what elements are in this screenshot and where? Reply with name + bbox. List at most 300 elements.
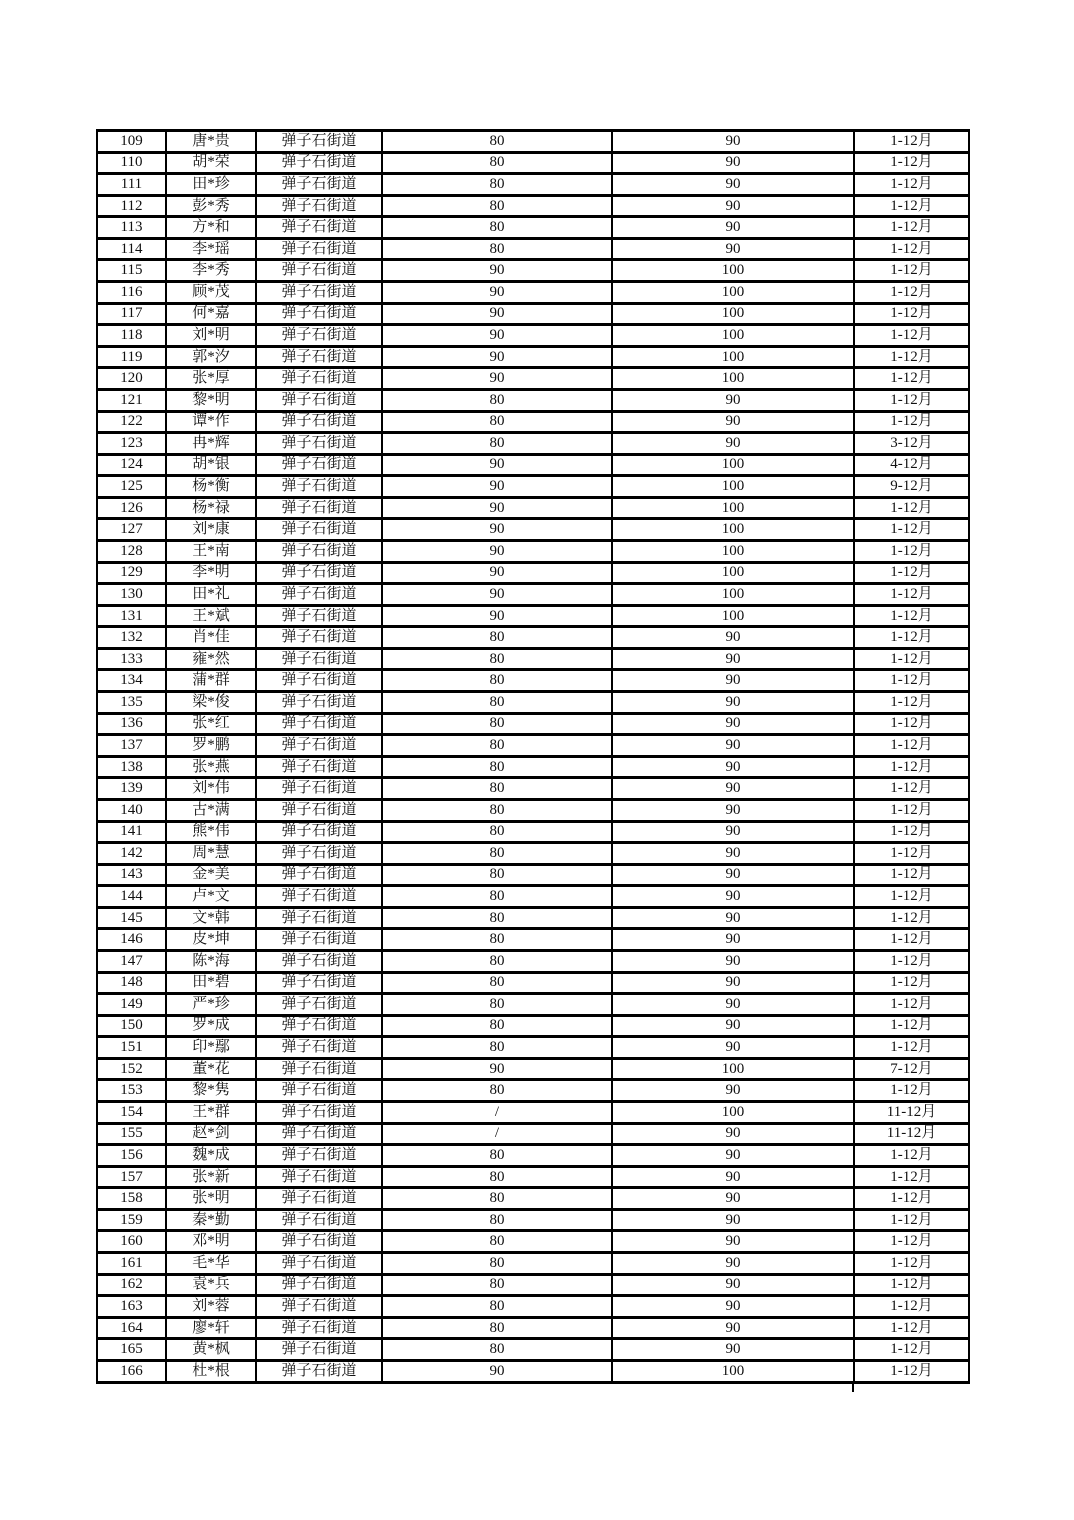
cell-street: 弹子石街道: [256, 670, 382, 692]
cell-score-1: 90: [382, 454, 612, 476]
cell-row-number: 115: [97, 260, 166, 282]
cell-row-number: 113: [97, 217, 166, 239]
cell-months: 1-12月: [854, 389, 969, 411]
cell-name: 邓*明: [166, 1231, 256, 1253]
cell-score-2: 90: [612, 821, 854, 843]
cell-row-number: 163: [97, 1296, 166, 1318]
cell-row-number: 121: [97, 389, 166, 411]
cell-street: 弹子石街道: [256, 389, 382, 411]
cell-months: 1-12月: [854, 670, 969, 692]
cell-score-2: 90: [612, 1317, 854, 1339]
cell-name: 皮*坤: [166, 929, 256, 951]
cell-months: 1-12月: [854, 994, 969, 1016]
cell-street: 弹子石街道: [256, 864, 382, 886]
cell-street: 弹子石街道: [256, 368, 382, 390]
cell-name: 郭*汐: [166, 346, 256, 368]
table-row: [97, 1188, 969, 1210]
cell-row-number: 128: [97, 540, 166, 562]
cell-name: 金*美: [166, 864, 256, 886]
cell-months: 1-12月: [854, 756, 969, 778]
cell-row-number: 164: [97, 1317, 166, 1339]
cell-street: 弹子石街道: [256, 411, 382, 433]
cell-row-number: 152: [97, 1058, 166, 1080]
cell-score-2: 90: [612, 389, 854, 411]
cell-score-2: 90: [612, 1339, 854, 1361]
cell-name: 顾*茂: [166, 282, 256, 304]
cell-name: 刘*伟: [166, 778, 256, 800]
table-row: [97, 303, 969, 325]
cell-row-number: 165: [97, 1339, 166, 1361]
cell-score-2: 90: [612, 692, 854, 714]
table-row: [97, 433, 969, 455]
cell-name: 熊*伟: [166, 821, 256, 843]
cell-score-1: 80: [382, 1274, 612, 1296]
table-row: [97, 1209, 969, 1231]
cell-row-number: 137: [97, 735, 166, 757]
table-row: [97, 368, 969, 390]
table-row: [97, 217, 969, 239]
cell-name: 古*满: [166, 799, 256, 821]
cell-months: 11-12月: [854, 1102, 969, 1124]
cell-months: 1-12月: [854, 152, 969, 174]
cell-name: 刘*康: [166, 519, 256, 541]
cell-score-2: 90: [612, 864, 854, 886]
cell-row-number: 156: [97, 1145, 166, 1167]
table-row: [97, 864, 969, 886]
cell-row-number: 114: [97, 238, 166, 260]
cell-name: 田*珍: [166, 174, 256, 196]
cell-score-1: 80: [382, 411, 612, 433]
cell-score-1: 80: [382, 648, 612, 670]
cell-row-number: 129: [97, 562, 166, 584]
cell-score-1: 80: [382, 886, 612, 908]
cell-score-2: 90: [612, 994, 854, 1016]
table-row: [97, 325, 969, 347]
cell-row-number: 133: [97, 648, 166, 670]
cell-street: 弹子石街道: [256, 994, 382, 1016]
cell-score-1: 80: [382, 1188, 612, 1210]
table-row: [97, 1296, 969, 1318]
cell-street: 弹子石街道: [256, 972, 382, 994]
cell-months: 1-12月: [854, 1166, 969, 1188]
roster-table-body: [97, 131, 969, 1383]
cell-row-number: 126: [97, 497, 166, 519]
cell-name: 谭*作: [166, 411, 256, 433]
table-row: [97, 778, 969, 800]
cell-months: 1-12月: [854, 584, 969, 606]
cell-months: 1-12月: [854, 1037, 969, 1059]
cell-score-1: 80: [382, 972, 612, 994]
cell-street: 弹子石街道: [256, 131, 382, 153]
cell-score-1: 80: [382, 152, 612, 174]
table-row: [97, 131, 969, 153]
cell-months: 1-12月: [854, 821, 969, 843]
cell-score-2: 90: [612, 756, 854, 778]
cell-score-2: 100: [612, 584, 854, 606]
cell-street: 弹子石街道: [256, 735, 382, 757]
cell-score-2: 90: [612, 131, 854, 153]
cell-months: 1-12月: [854, 1188, 969, 1210]
cell-row-number: 109: [97, 131, 166, 153]
table-row: [97, 1080, 969, 1102]
cell-name: 刘*明: [166, 325, 256, 347]
cell-row-number: 122: [97, 411, 166, 433]
cell-row-number: 141: [97, 821, 166, 843]
cell-score-1: 80: [382, 1037, 612, 1059]
cell-street: 弹子石街道: [256, 238, 382, 260]
cell-street: 弹子石街道: [256, 174, 382, 196]
cell-row-number: 158: [97, 1188, 166, 1210]
cell-months: 1-12月: [854, 1145, 969, 1167]
cell-months: 1-12月: [854, 627, 969, 649]
table-row: [97, 972, 969, 994]
cell-months: 1-12月: [854, 1296, 969, 1318]
cell-months: 7-12月: [854, 1058, 969, 1080]
cell-name: 卢*文: [166, 886, 256, 908]
cell-row-number: 147: [97, 950, 166, 972]
cell-street: 弹子石街道: [256, 627, 382, 649]
cell-street: 弹子石街道: [256, 1058, 382, 1080]
cell-score-2: 90: [612, 1188, 854, 1210]
cell-score-1: 80: [382, 1145, 612, 1167]
cell-score-1: 90: [382, 497, 612, 519]
cell-months: 1-12月: [854, 950, 969, 972]
cell-name: 杜*根: [166, 1360, 256, 1382]
cell-score-1: 80: [382, 389, 612, 411]
cell-name: 杨*禄: [166, 497, 256, 519]
cell-row-number: 157: [97, 1166, 166, 1188]
cell-months: 4-12月: [854, 454, 969, 476]
cell-score-2: 100: [612, 346, 854, 368]
cell-score-1: 80: [382, 907, 612, 929]
cell-score-2: 90: [612, 238, 854, 260]
cell-score-1: /: [382, 1102, 612, 1124]
cell-street: 弹子石街道: [256, 821, 382, 843]
cell-row-number: 155: [97, 1123, 166, 1145]
cell-months: 1-12月: [854, 1231, 969, 1253]
cell-row-number: 140: [97, 799, 166, 821]
cell-street: 弹子石街道: [256, 907, 382, 929]
cell-row-number: 112: [97, 195, 166, 217]
cell-score-1: 90: [382, 303, 612, 325]
cell-row-number: 130: [97, 584, 166, 606]
cell-street: 弹子石街道: [256, 282, 382, 304]
cell-score-2: 90: [612, 1166, 854, 1188]
table-row: [97, 1102, 969, 1124]
cell-street: 弹子石街道: [256, 799, 382, 821]
cell-row-number: 148: [97, 972, 166, 994]
cell-street: 弹子石街道: [256, 1123, 382, 1145]
cell-street: 弹子石街道: [256, 886, 382, 908]
cell-score-2: 100: [612, 1102, 854, 1124]
cell-row-number: 136: [97, 713, 166, 735]
cell-score-1: 80: [382, 994, 612, 1016]
cell-score-1: 80: [382, 1166, 612, 1188]
cell-score-2: 100: [612, 1360, 854, 1382]
cell-score-1: 80: [382, 864, 612, 886]
cell-name: 文*韩: [166, 907, 256, 929]
cell-score-1: 80: [382, 217, 612, 239]
table-row: [97, 1253, 969, 1275]
cell-months: 1-12月: [854, 1274, 969, 1296]
cell-row-number: 119: [97, 346, 166, 368]
cell-row-number: 153: [97, 1080, 166, 1102]
cell-months: 1-12月: [854, 907, 969, 929]
table-row: [97, 411, 969, 433]
cell-street: 弹子石街道: [256, 1080, 382, 1102]
cell-score-1: 80: [382, 843, 612, 865]
table-row: [97, 907, 969, 929]
cell-months: 1-12月: [854, 325, 969, 347]
cell-name: 唐*贵: [166, 131, 256, 153]
cell-score-2: 100: [612, 540, 854, 562]
table-row: [97, 260, 969, 282]
cell-score-1: 90: [382, 260, 612, 282]
cell-score-2: 90: [612, 1274, 854, 1296]
cell-street: 弹子石街道: [256, 1037, 382, 1059]
table-row: [97, 562, 969, 584]
cell-score-2: 90: [612, 1231, 854, 1253]
cell-row-number: 139: [97, 778, 166, 800]
cell-name: 魏*成: [166, 1145, 256, 1167]
table-row: [97, 605, 969, 627]
cell-row-number: 111: [97, 174, 166, 196]
cell-name: 毛*华: [166, 1253, 256, 1275]
table-row: [97, 1274, 969, 1296]
cell-row-number: 160: [97, 1231, 166, 1253]
cell-street: 弹子石街道: [256, 476, 382, 498]
cell-score-1: 80: [382, 778, 612, 800]
cell-months: 1-12月: [854, 929, 969, 951]
cell-score-2: 100: [612, 497, 854, 519]
table-row: [97, 1037, 969, 1059]
cell-months: 1-12月: [854, 692, 969, 714]
cell-name: 蒲*群: [166, 670, 256, 692]
cell-name: 黎*隽: [166, 1080, 256, 1102]
cell-name: 张*厚: [166, 368, 256, 390]
cell-street: 弹子石街道: [256, 346, 382, 368]
cell-months: 1-12月: [854, 497, 969, 519]
cell-street: 弹子石街道: [256, 497, 382, 519]
cell-score-2: 90: [612, 735, 854, 757]
cell-street: 弹子石街道: [256, 1209, 382, 1231]
cell-months: 1-12月: [854, 735, 969, 757]
table-row: [97, 799, 969, 821]
cell-score-1: 90: [382, 1058, 612, 1080]
table-row: [97, 1145, 969, 1167]
cell-score-1: 80: [382, 131, 612, 153]
cell-street: 弹子石街道: [256, 433, 382, 455]
cell-score-2: 90: [612, 907, 854, 929]
cell-months: 1-12月: [854, 799, 969, 821]
cell-score-2: 90: [612, 195, 854, 217]
table-row: [97, 152, 969, 174]
cell-row-number: 138: [97, 756, 166, 778]
cell-months: 1-12月: [854, 1253, 969, 1275]
cell-months: 1-12月: [854, 1360, 969, 1382]
cell-months: 1-12月: [854, 1209, 969, 1231]
cell-months: 1-12月: [854, 648, 969, 670]
table-row: [97, 454, 969, 476]
cell-months: 1-12月: [854, 282, 969, 304]
cell-row-number: 150: [97, 1015, 166, 1037]
cell-row-number: 124: [97, 454, 166, 476]
cell-months: 1-12月: [854, 540, 969, 562]
table-row: [97, 994, 969, 1016]
cell-score-2: 90: [612, 174, 854, 196]
table-row: [97, 1015, 969, 1037]
cell-name: 袁*兵: [166, 1274, 256, 1296]
table-row: [97, 929, 969, 951]
table-row: [97, 174, 969, 196]
cell-row-number: 118: [97, 325, 166, 347]
cell-months: 1-12月: [854, 843, 969, 865]
cell-name: 冉*辉: [166, 433, 256, 455]
page-cut-border-artifact: [852, 1384, 854, 1392]
cell-name: 李*秀: [166, 260, 256, 282]
cell-score-2: 100: [612, 282, 854, 304]
table-row: [97, 950, 969, 972]
cell-street: 弹子石街道: [256, 152, 382, 174]
cell-score-1: 80: [382, 1317, 612, 1339]
cell-row-number: 144: [97, 886, 166, 908]
cell-score-2: 90: [612, 713, 854, 735]
cell-months: 1-12月: [854, 886, 969, 908]
cell-months: 1-12月: [854, 411, 969, 433]
cell-score-2: 90: [612, 627, 854, 649]
cell-street: 弹子石街道: [256, 1339, 382, 1361]
table-row: [97, 1339, 969, 1361]
roster-table: [96, 129, 970, 1384]
cell-months: 1-12月: [854, 217, 969, 239]
cell-score-1: 80: [382, 929, 612, 951]
cell-name: 周*慧: [166, 843, 256, 865]
cell-score-2: 100: [612, 605, 854, 627]
cell-score-1: 80: [382, 692, 612, 714]
cell-name: 董*花: [166, 1058, 256, 1080]
cell-street: 弹子石街道: [256, 195, 382, 217]
cell-name: 陈*海: [166, 950, 256, 972]
cell-row-number: 149: [97, 994, 166, 1016]
cell-row-number: 134: [97, 670, 166, 692]
cell-name: 王*斌: [166, 605, 256, 627]
cell-name: 胡*荣: [166, 152, 256, 174]
cell-score-1: 90: [382, 519, 612, 541]
cell-score-1: 80: [382, 1209, 612, 1231]
cell-months: 9-12月: [854, 476, 969, 498]
cell-months: 1-12月: [854, 1317, 969, 1339]
cell-score-2: 90: [612, 1253, 854, 1275]
cell-row-number: 125: [97, 476, 166, 498]
cell-street: 弹子石街道: [256, 1360, 382, 1382]
cell-score-1: 80: [382, 950, 612, 972]
cell-name: 严*珍: [166, 994, 256, 1016]
cell-row-number: 135: [97, 692, 166, 714]
cell-name: 胡*银: [166, 454, 256, 476]
cell-score-2: 90: [612, 1037, 854, 1059]
cell-name: 李*瑶: [166, 238, 256, 260]
cell-score-1: 90: [382, 476, 612, 498]
cell-score-1: 90: [382, 346, 612, 368]
cell-score-1: 90: [382, 368, 612, 390]
cell-name: 印*鄢: [166, 1037, 256, 1059]
cell-row-number: 131: [97, 605, 166, 627]
cell-street: 弹子石街道: [256, 1317, 382, 1339]
cell-street: 弹子石街道: [256, 648, 382, 670]
cell-name: 刘*蓉: [166, 1296, 256, 1318]
table-row: [97, 238, 969, 260]
cell-score-1: 80: [382, 238, 612, 260]
cell-score-1: 90: [382, 325, 612, 347]
cell-name: 梁*俊: [166, 692, 256, 714]
cell-score-2: 100: [612, 1058, 854, 1080]
cell-months: 3-12月: [854, 433, 969, 455]
cell-score-1: 80: [382, 195, 612, 217]
cell-name: 张*红: [166, 713, 256, 735]
table-row: [97, 1058, 969, 1080]
cell-score-1: 80: [382, 1253, 612, 1275]
cell-street: 弹子石街道: [256, 778, 382, 800]
cell-name: 田*碧: [166, 972, 256, 994]
table-row: [97, 692, 969, 714]
table-row: [97, 476, 969, 498]
cell-row-number: 110: [97, 152, 166, 174]
cell-score-2: 100: [612, 519, 854, 541]
cell-street: 弹子石街道: [256, 929, 382, 951]
cell-name: 雍*然: [166, 648, 256, 670]
cell-row-number: 145: [97, 907, 166, 929]
cell-row-number: 143: [97, 864, 166, 886]
cell-score-2: 100: [612, 368, 854, 390]
cell-months: 1-12月: [854, 303, 969, 325]
cell-street: 弹子石街道: [256, 540, 382, 562]
cell-name: 方*和: [166, 217, 256, 239]
table-row: [97, 519, 969, 541]
table-row: [97, 497, 969, 519]
cell-name: 田*礼: [166, 584, 256, 606]
cell-street: 弹子石街道: [256, 1015, 382, 1037]
cell-name: 王*南: [166, 540, 256, 562]
cell-row-number: 123: [97, 433, 166, 455]
cell-score-1: 80: [382, 713, 612, 735]
table-row: [97, 1123, 969, 1145]
cell-months: 11-12月: [854, 1123, 969, 1145]
cell-name: 彭*秀: [166, 195, 256, 217]
cell-score-1: 80: [382, 735, 612, 757]
cell-score-2: 90: [612, 950, 854, 972]
cell-months: 1-12月: [854, 1339, 969, 1361]
cell-months: 1-12月: [854, 864, 969, 886]
cell-months: 1-12月: [854, 195, 969, 217]
cell-row-number: 154: [97, 1102, 166, 1124]
cell-score-2: 90: [612, 929, 854, 951]
cell-row-number: 127: [97, 519, 166, 541]
cell-months: 1-12月: [854, 778, 969, 800]
cell-name: 张*燕: [166, 756, 256, 778]
cell-row-number: 116: [97, 282, 166, 304]
cell-street: 弹子石街道: [256, 1188, 382, 1210]
cell-street: 弹子石街道: [256, 1102, 382, 1124]
cell-score-2: 90: [612, 778, 854, 800]
table-row: [97, 346, 969, 368]
cell-row-number: 166: [97, 1360, 166, 1382]
cell-name: 张*明: [166, 1188, 256, 1210]
cell-street: 弹子石街道: [256, 756, 382, 778]
cell-street: 弹子石街道: [256, 1296, 382, 1318]
cell-row-number: 117: [97, 303, 166, 325]
cell-score-2: 90: [612, 152, 854, 174]
cell-score-1: 90: [382, 282, 612, 304]
